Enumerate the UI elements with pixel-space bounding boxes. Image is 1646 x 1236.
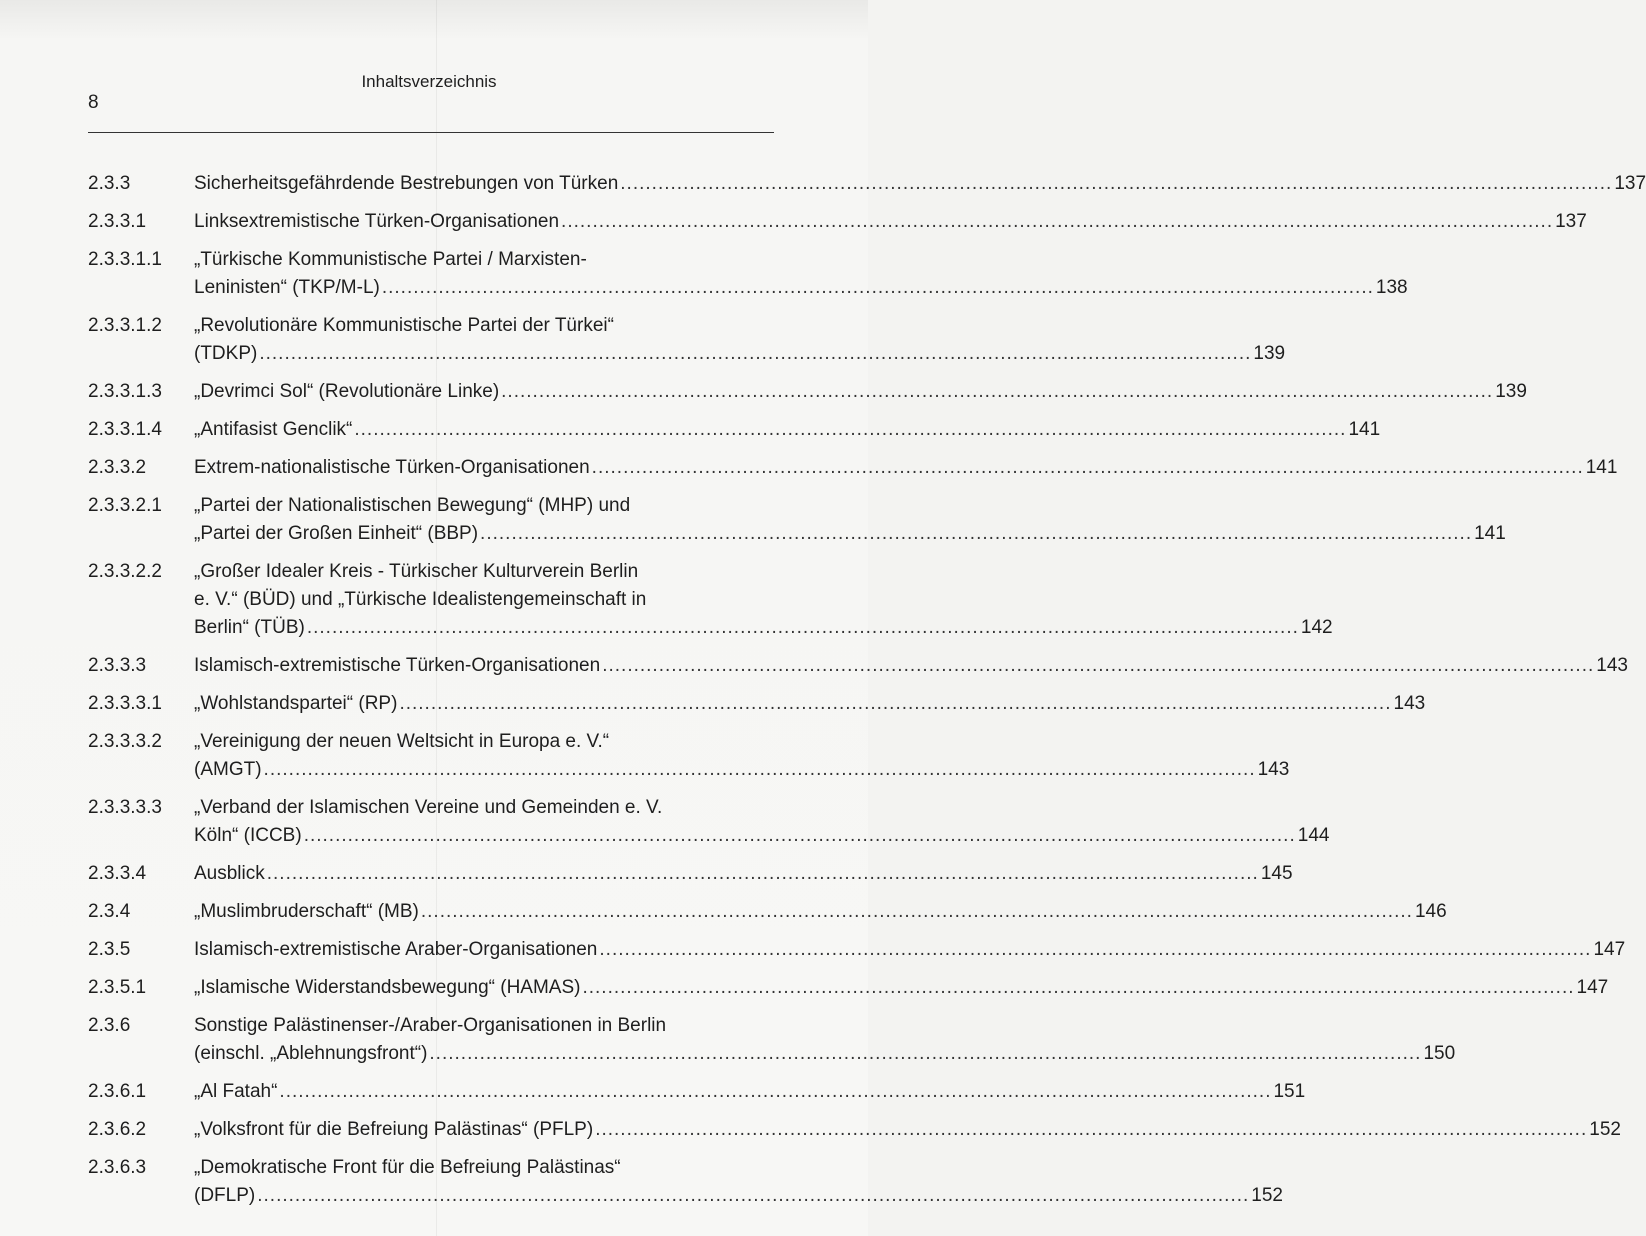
toc-entry-title-line: „Revolutionäre Kommunistische Partei der Türkei“ xyxy=(194,315,614,336)
toc-entry xyxy=(88,1154,1283,1210)
toc-entry xyxy=(88,246,1408,302)
toc-entry-page: 150 xyxy=(1423,1043,1456,1064)
toc-entry xyxy=(88,378,1527,406)
toc-entry-title-text: Ausblick xyxy=(194,863,265,884)
toc-entry-title-line: „Verband der Islamischen Vereine und Gemeinden e. V. xyxy=(194,797,663,818)
toc-entry-page: 152 xyxy=(1251,1185,1283,1206)
toc-entry-title-line: „Partei der Nationalistischen Bewegung“ (MHP) und xyxy=(194,495,631,516)
toc-entry-number: 2.3.6.3 xyxy=(88,1157,147,1178)
toc-entry-number: 2.3.3.1.1 xyxy=(88,249,162,270)
toc-entry-last-line xyxy=(194,1182,1283,1210)
toc-entry-last-line xyxy=(194,274,1408,302)
toc-entry-page: 137 xyxy=(1614,173,1646,194)
toc-entry-page: 152 xyxy=(1589,1119,1621,1140)
toc-entry-title-text: Sicherheitsgefährdende Bestrebungen von Türken xyxy=(194,173,619,194)
dot-leader xyxy=(595,1116,1587,1144)
toc-entry-title xyxy=(194,312,1285,368)
toc-entry xyxy=(88,208,1587,236)
toc-entry-title-text: Berlin“ (TÜB) xyxy=(194,617,305,638)
toc-entry-page: 137 xyxy=(1555,211,1587,232)
toc-entry-title-line: e. V.“ (BÜD) und „Türkische Idealistengemeinschaft in xyxy=(194,589,647,610)
toc-entry-last-line xyxy=(194,520,1506,548)
toc-entry-page: 138 xyxy=(1375,277,1408,298)
toc-entry-page: 151 xyxy=(1273,1081,1306,1102)
toc-entry-number: 2.3.3.1 xyxy=(88,211,147,232)
dot-leader xyxy=(279,1078,1271,1106)
dot-leader xyxy=(257,1182,1249,1210)
dot-leader xyxy=(582,974,1574,1002)
toc-entry-page: 141 xyxy=(1348,419,1381,440)
toc-entry-number: 2.3.6.2 xyxy=(88,1119,147,1140)
toc-entry-last-line xyxy=(194,170,1646,198)
toc-entry-number: 2.3.3.3.3 xyxy=(88,797,162,818)
toc-entry-page: 141 xyxy=(1474,523,1506,544)
toc-entry-page: 144 xyxy=(1297,825,1330,846)
toc-entry xyxy=(88,170,1646,198)
toc-entry-last-line xyxy=(194,208,1587,236)
toc-entry xyxy=(88,974,1609,1002)
toc-entry-title-text: (AMGT) xyxy=(194,759,262,780)
toc-entry-title-text: Leninisten“ (TKP/M-L) xyxy=(194,277,380,298)
toc-entry-last-line xyxy=(194,860,1293,888)
toc-entry-page: 142 xyxy=(1300,617,1333,638)
dot-leader xyxy=(354,416,1346,444)
toc-entry-number: 2.3.3.3.1 xyxy=(88,693,162,714)
toc-entry-title xyxy=(194,492,1506,548)
toc-entry-title xyxy=(194,1116,1621,1144)
toc-entry-last-line xyxy=(194,614,1333,642)
toc-entry-number: 2.3.4 xyxy=(88,901,131,922)
toc-entry-page: 147 xyxy=(1593,939,1626,960)
toc-entry xyxy=(88,492,1506,548)
toc-entry-page: 143 xyxy=(1257,759,1290,780)
toc-entry-title-line: Sonstige Palästinenser-/Araber-Organisationen in Berlin xyxy=(194,1015,667,1036)
dot-leader xyxy=(382,274,1374,302)
table-of-contents xyxy=(88,170,1646,1220)
toc-entry-title-text: Linksextremistische Türken-Organisationen xyxy=(194,211,560,232)
toc-entry-number: 2.3.5 xyxy=(88,939,131,960)
toc-entry-number: 2.3.6.1 xyxy=(88,1081,147,1102)
toc-entry-title-text: „Al Fatah“ xyxy=(194,1081,278,1102)
toc-entry-last-line xyxy=(194,1116,1621,1144)
toc-entry-page: 143 xyxy=(1393,693,1426,714)
toc-entry xyxy=(88,794,1330,850)
toc-entry-last-line xyxy=(194,1040,1455,1068)
toc-entry-page: 146 xyxy=(1414,901,1447,922)
toc-entry xyxy=(88,898,1447,926)
toc-entry-title-text: Islamisch-extremistische Türken-Organisationen xyxy=(194,655,601,676)
toc-entry xyxy=(88,690,1426,718)
toc-entry-title xyxy=(194,728,1289,784)
toc-entry-page: 141 xyxy=(1585,457,1618,478)
toc-entry-last-line xyxy=(194,652,1628,680)
toc-entry-last-line xyxy=(194,936,1625,964)
toc-entry-last-line xyxy=(194,454,1617,482)
toc-entry xyxy=(88,652,1628,680)
dot-leader xyxy=(501,378,1493,406)
header-rule xyxy=(88,132,774,133)
toc-entry-title xyxy=(194,416,1380,444)
toc-entry-number: 2.3.3.2.2 xyxy=(88,561,162,582)
toc-entry-title-line: „Großer Idealer Kreis - Türkischer Kulturverein Berlin xyxy=(194,561,639,582)
toc-entry-title xyxy=(194,170,1646,198)
toc-entry xyxy=(88,1078,1306,1106)
toc-entry-title-text: „Muslimbruderschaft“ (MB) xyxy=(194,901,419,922)
toc-entry xyxy=(88,312,1286,368)
toc-entry-page: 139 xyxy=(1253,343,1286,364)
toc-entry-number: 2.3.3.4 xyxy=(88,863,147,884)
dot-leader xyxy=(429,1040,1421,1068)
toc-entry-number: 2.3.3.1.3 xyxy=(88,381,162,402)
toc-entry-title-text: Islamisch-extremistische Araber-Organisationen xyxy=(194,939,598,960)
toc-entry-title xyxy=(194,1012,1455,1068)
toc-entry-title-line: „Vereinigung der neuen Weltsicht in Europa e. V.“ xyxy=(194,731,610,752)
toc-entry-title xyxy=(194,1154,1283,1210)
toc-entry-title-text: „Antifasist Genclik“ xyxy=(194,419,353,440)
toc-entry-number: 2.3.3.2.1 xyxy=(88,495,162,516)
toc-entry-last-line xyxy=(194,1078,1305,1106)
toc-entry-last-line xyxy=(194,416,1380,444)
dot-leader xyxy=(421,898,1413,926)
toc-entry-last-line xyxy=(194,340,1285,368)
toc-entry-number: 2.3.5.1 xyxy=(88,977,147,998)
toc-entry-number: 2.3.3.1.2 xyxy=(88,315,162,336)
toc-entry-title-text: Extrem-nationalistische Türken-Organisationen xyxy=(194,457,590,478)
toc-entry-title xyxy=(194,936,1625,964)
toc-entry xyxy=(88,1012,1456,1068)
toc-entry-title xyxy=(194,652,1628,680)
dot-leader xyxy=(267,860,1259,888)
toc-entry-last-line xyxy=(194,690,1425,718)
toc-entry-page: 139 xyxy=(1495,381,1527,402)
toc-entry-number: 2.3.3.3 xyxy=(88,655,147,676)
toc-entry xyxy=(88,728,1290,784)
toc-entry-title-line: „Demokratische Front für die Befreiung Palästinas“ xyxy=(194,1157,621,1178)
toc-entry xyxy=(88,558,1333,642)
toc-entry xyxy=(88,936,1626,964)
toc-entry-title xyxy=(194,860,1293,888)
toc-entry-title-text: (einschl. „Ablehnungsfront“) xyxy=(194,1043,428,1064)
toc-entry-title-text: (DFLP) xyxy=(194,1185,256,1206)
toc-entry-title-text: „Wohlstandspartei“ (RP) xyxy=(194,693,398,714)
toc-entry-title-text: „Devrimci Sol“ (Revolutionäre Linke) xyxy=(194,381,500,402)
toc-entry-number: 2.3.6 xyxy=(88,1015,131,1036)
toc-entry-last-line xyxy=(194,378,1527,406)
toc-entry-title xyxy=(194,208,1587,236)
dot-leader xyxy=(259,340,1251,368)
toc-entry-last-line xyxy=(194,756,1289,784)
toc-entry-number: 2.3.3.2 xyxy=(88,457,147,478)
toc-entry-page: 143 xyxy=(1596,655,1628,676)
toc-entry-page: 147 xyxy=(1576,977,1609,998)
dot-leader xyxy=(399,690,1391,718)
toc-entry-title xyxy=(194,974,1608,1002)
dot-leader xyxy=(480,520,1472,548)
dot-leader xyxy=(264,756,1256,784)
toc-entry xyxy=(88,860,1293,888)
toc-entry-last-line xyxy=(194,822,1329,850)
toc-entry-title-text: „Partei der Großen Einheit“ (BBP) xyxy=(194,523,479,544)
toc-entry-title-text: „Islamische Widerstandsbewegung“ (HAMAS) xyxy=(194,977,581,998)
dot-leader xyxy=(592,454,1584,482)
toc-entry-title xyxy=(194,378,1527,406)
toc-entry-title-text: Köln“ (ICCB) xyxy=(194,825,302,846)
toc-entry-title xyxy=(194,1078,1305,1106)
running-header-title: Inhaltsverzeichnis xyxy=(361,72,497,91)
dot-leader xyxy=(620,170,1612,198)
toc-entry-title-line: „Türkische Kommunistische Partei / Marxisten- xyxy=(194,249,587,270)
running-header xyxy=(0,72,868,92)
toc-entry-title-text: „Volksfront für die Befreiung Palästinas“ (PFLP) xyxy=(194,1119,594,1140)
toc-entry-last-line xyxy=(194,898,1447,926)
toc-entry-number: 2.3.3 xyxy=(88,173,131,194)
dot-leader xyxy=(307,614,1299,642)
toc-entry xyxy=(88,1116,1621,1144)
toc-entry-number: 2.3.3.3.2 xyxy=(88,731,162,752)
toc-entry-title xyxy=(194,898,1447,926)
dot-leader xyxy=(304,822,1296,850)
toc-entry-title xyxy=(194,690,1425,718)
page-number: 8 xyxy=(88,92,99,113)
dot-leader xyxy=(602,652,1594,680)
toc-entry-title xyxy=(194,794,1329,850)
toc-entry xyxy=(88,416,1381,444)
dot-leader xyxy=(561,208,1553,236)
toc-entry-title xyxy=(194,558,1333,642)
toc-entry-title xyxy=(194,246,1408,302)
toc-entry-title xyxy=(194,454,1617,482)
toc-entry xyxy=(88,454,1618,482)
dot-leader xyxy=(599,936,1591,964)
toc-entry-page: 145 xyxy=(1260,863,1293,884)
toc-entry-last-line xyxy=(194,974,1608,1002)
toc-entry-number: 2.3.3.1.4 xyxy=(88,419,162,440)
toc-entry-title-text: (TDKP) xyxy=(194,343,258,364)
